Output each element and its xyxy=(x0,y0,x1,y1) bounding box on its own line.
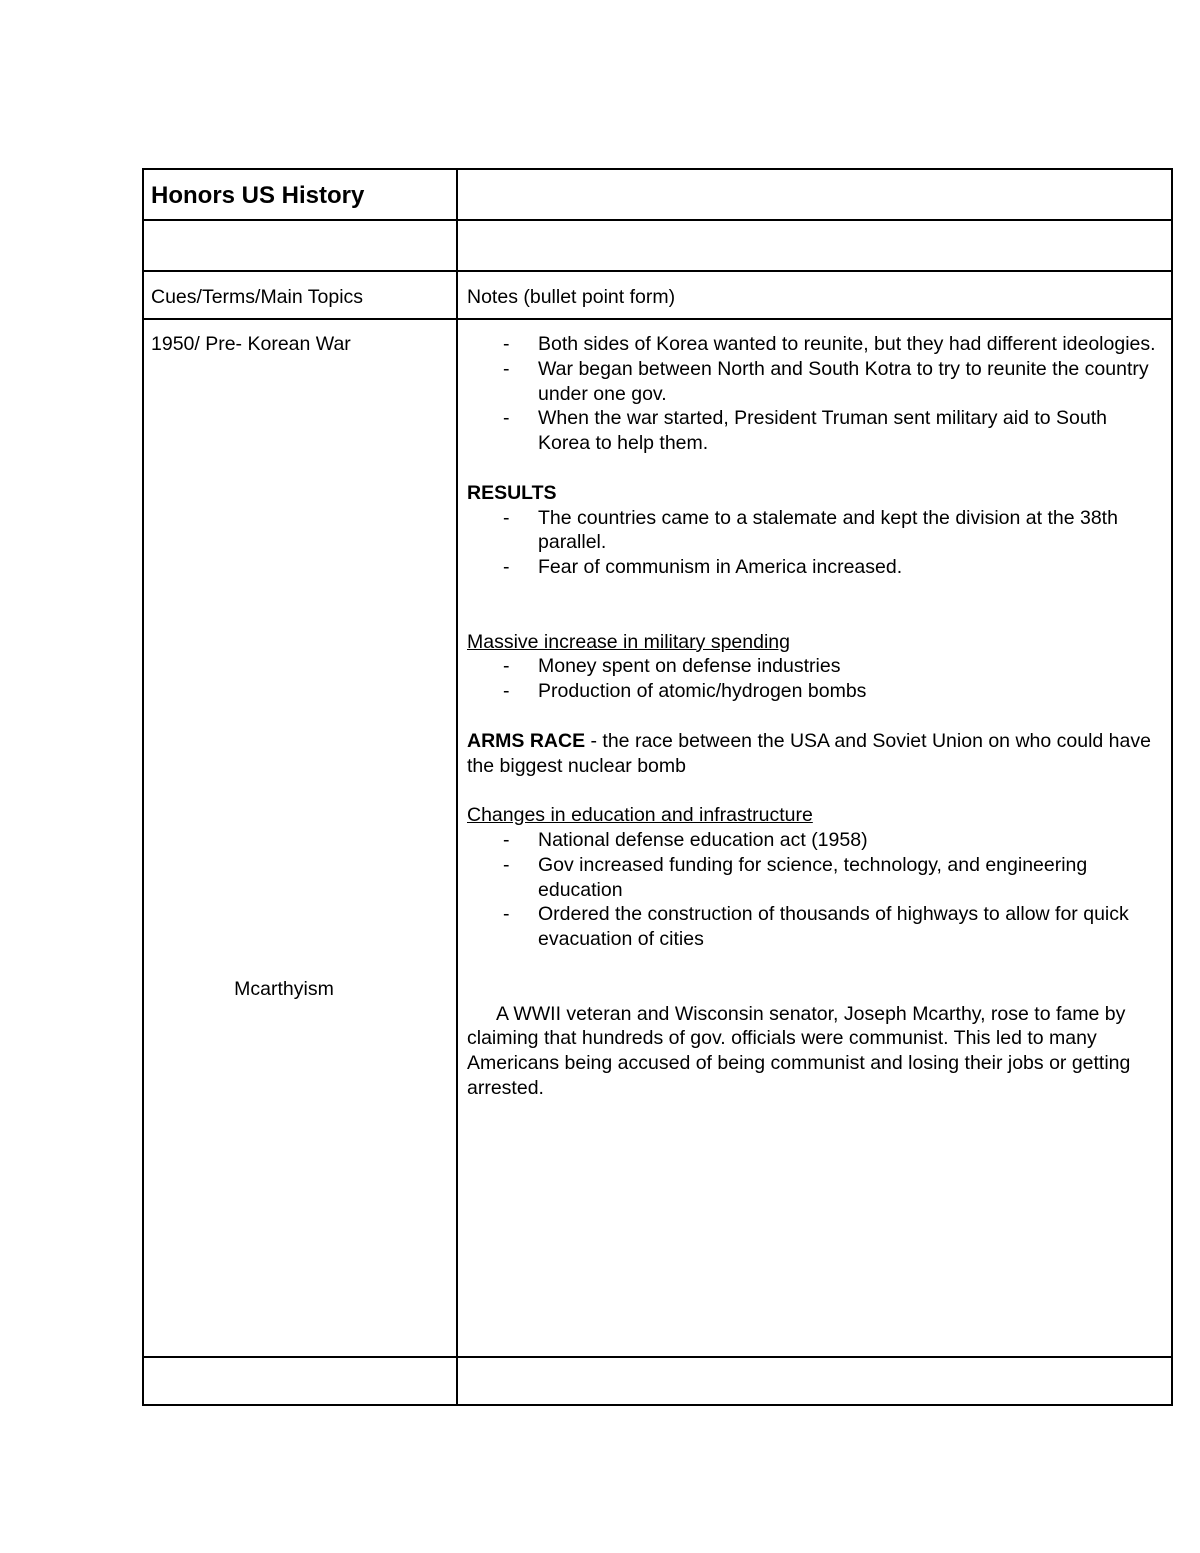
page-title: Honors US History xyxy=(151,182,365,209)
arms-race-term: ARMS RACE xyxy=(467,729,586,752)
notes-column-header: Notes (bullet point form) xyxy=(467,286,676,308)
cornell-notes-table xyxy=(142,168,1173,1406)
notes-body xyxy=(467,332,1159,1101)
row-divider-3 xyxy=(142,318,1173,320)
mccarthy-paragraph-wrap xyxy=(467,1002,1159,1101)
cues-column-header: Cues/Terms/Main Topics xyxy=(151,286,364,308)
list-item: - When the war started, President Truman sent military aid to South Korea to help them. xyxy=(467,406,1159,456)
military-spending-heading: Massive increase in military spending xyxy=(467,630,790,653)
table-border-bottom xyxy=(142,1404,1173,1406)
row-divider-4 xyxy=(142,1356,1173,1358)
cue-korean-war: 1950/ Pre- Korean War xyxy=(151,333,351,355)
cue-mccarthyism: Mcarthyism xyxy=(234,978,334,1000)
list-item: - National defense education act (1958) xyxy=(467,828,1159,853)
mccarthy-paragraph xyxy=(467,1003,1130,1099)
education-infrastructure-heading: Changes in education and infrastructure xyxy=(467,804,813,827)
column-divider xyxy=(456,168,458,1406)
row-divider-2 xyxy=(142,270,1173,272)
row-divider-1 xyxy=(142,219,1173,221)
list-item: - Money spent on defense industries xyxy=(467,654,1159,679)
table-border-left xyxy=(142,168,144,1406)
list-item: - Ordered the construction of thousands of highways to allow for quick evacuation of cities xyxy=(467,902,1159,952)
list-item: - The countries came to a stalemate and kept the division at the 38th parallel. xyxy=(467,506,1159,556)
arms-race-definition: - the race between the USA and Soviet Union on who could have the biggest nuclear bomb xyxy=(467,729,1151,777)
table-border-right xyxy=(1171,168,1173,1406)
mccarthy-paragraph-text: A WWII veteran and Wisconsin senator, Joseph Mcarthy, rose to fame by claiming that hundreds of gov. officials were communist. This led to many Americans being accused of being communist and losing their jobs or getting arrested. xyxy=(467,1002,1131,1099)
list-item: - Fear of communism in America increased. xyxy=(467,555,1159,580)
table-border-top xyxy=(142,168,1173,170)
korean-war-bullet-list xyxy=(467,332,1159,456)
list-item: - Both sides of Korea wanted to reunite, but they had different ideologies. xyxy=(467,332,1159,357)
military-spending-bullet-list xyxy=(467,654,1159,704)
results-bullet-list xyxy=(467,506,1159,580)
list-item: - Production of atomic/hydrogen bombs xyxy=(467,679,1159,704)
arms-race-definition-paragraph xyxy=(467,729,1159,779)
results-heading: RESULTS xyxy=(467,481,557,504)
list-item: - Gov increased funding for science, technology, and engineering education xyxy=(467,853,1159,903)
education-bullet-list xyxy=(467,828,1159,952)
list-item: - War began between North and South Kotra to try to reunite the country under one gov. xyxy=(467,357,1159,407)
